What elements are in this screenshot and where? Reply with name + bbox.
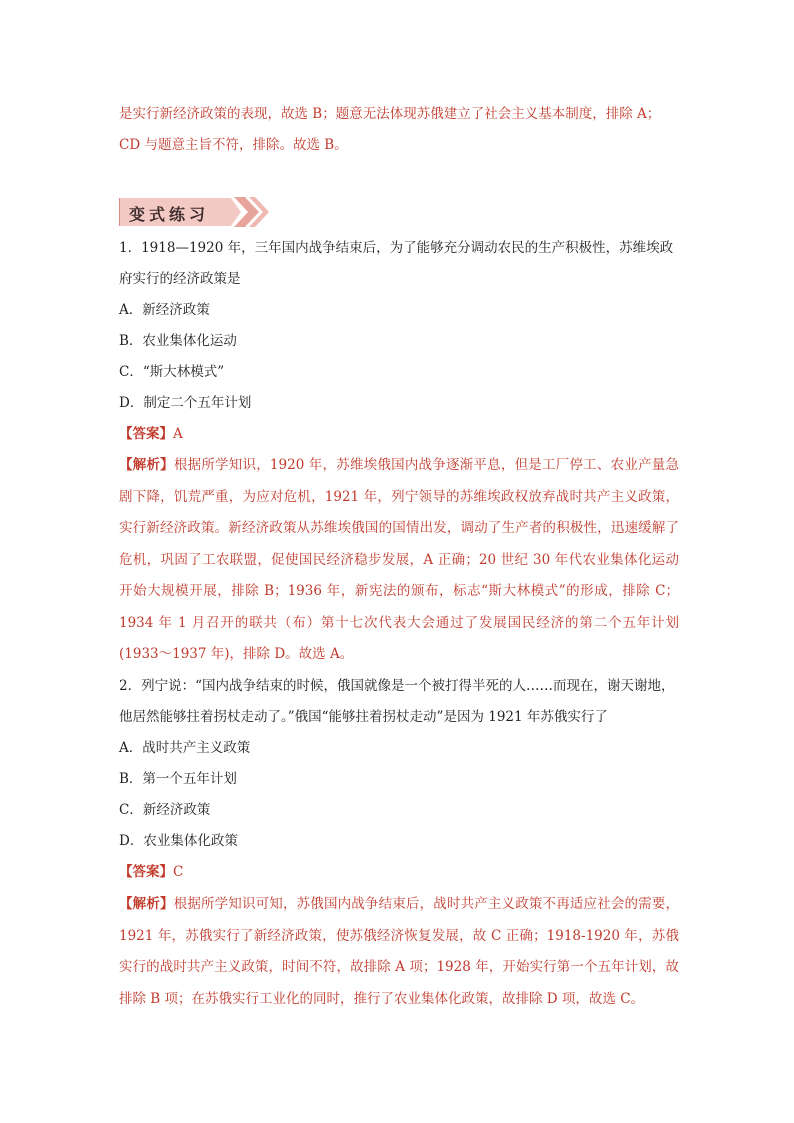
q2-answer-tag: 【答案】 <box>119 864 173 880</box>
q2-stem-line-1: 2．列宁说：“国内战争结束的时候，俄国就像是一个被打得半死的人……而现在，谢天谢地， <box>119 678 675 694</box>
q1-answer-value: A <box>173 426 183 442</box>
q2-answer-value: C <box>173 864 184 880</box>
q1-stem-line-1: 1．1918—1920 年，三年国内战争结束后，为了能够充分调动农民的生产积极性，苏维埃政 <box>119 240 674 256</box>
q1-answer-tag: 【答案】 <box>119 426 173 442</box>
q2-option-d: D．农业集体化政策 <box>119 833 238 849</box>
q1-option-c: C．“斯大林模式” <box>119 364 225 380</box>
q1-stem-line-2: 府实行的经济政策是 <box>119 271 241 287</box>
q2-answer <box>119 862 183 882</box>
q1-option-a: A．新经济政策 <box>119 302 210 318</box>
section-title: 变式练习 <box>129 205 210 224</box>
q1-answer <box>119 424 183 444</box>
q2-analysis-tag: 【解析】 <box>119 896 174 912</box>
section-banner <box>119 193 269 231</box>
q2-analysis-text: 根据所学知识可知，苏俄国内战争结束后，战时共产主义政策不再适应社会的需要，1921 年，苏俄实行了新经济政策，使苏俄经济恢复发展，故 C 正确；1918-1920 年，苏俄实行的战时共产主义政策，时间不符，故排除 A 项；1928 年，开始实行第一个五年计划，故排除 B 项；在苏俄实行工业化的同时，推行了农业集体化政策，故排除 D 项，故选 C。 <box>119 896 680 1007</box>
prev-explanation-line-2: CD 与题意主旨不符，排除。故选 B。 <box>119 137 348 153</box>
q2-option-b: B．第一个五年计划 <box>119 771 237 787</box>
q2-option-a: A．战时共产主义政策 <box>119 740 251 756</box>
q1-analysis-text: 根据所学知识，1920 年，苏维埃俄国内战争逐渐平息，但是工厂停工、农业产量急剧下降，饥荒严重，为应对危机，1921 年，列宁领导的苏维埃政权放弃战时共产主义政策，实行新经济政策。新经济政策从苏维埃俄国的国情出发，调动了生产者的积极性，迅速缓解了危机，巩固了工农联盟，促使国民经济稳步发展，A 正确；20 世纪 30 年代农业集体化运动开始大规模开展，排除 B；1936 年，新宪法的颁布，标志“斯大林模式”的形成，排除 C；1934 年 1 月召开的联共（布）第十七次代表大会通过了发展国民经济的第二个五年计划(1933～1937 年)，排除 D。故选 A。 <box>119 457 680 662</box>
q1-option-b: B．农业集体化运动 <box>119 333 237 349</box>
q1-option-d: D．制定二个五年计划 <box>119 395 252 411</box>
q2-option-c: C．新经济政策 <box>119 802 211 818</box>
q1-analysis-tag: 【解析】 <box>119 457 174 473</box>
q1-analysis <box>119 450 679 671</box>
q2-analysis <box>119 889 679 1015</box>
q2-stem-line-2: 他居然能够拄着拐杖走动了。”俄国“能够拄着拐杖走动”是因为 1921 年苏俄实行了 <box>119 709 608 725</box>
prev-explanation-line-1: 是实行新经济政策的表现，故选 B；题意无法体现苏俄建立了社会主义基本制度，排除 A； <box>119 106 661 122</box>
